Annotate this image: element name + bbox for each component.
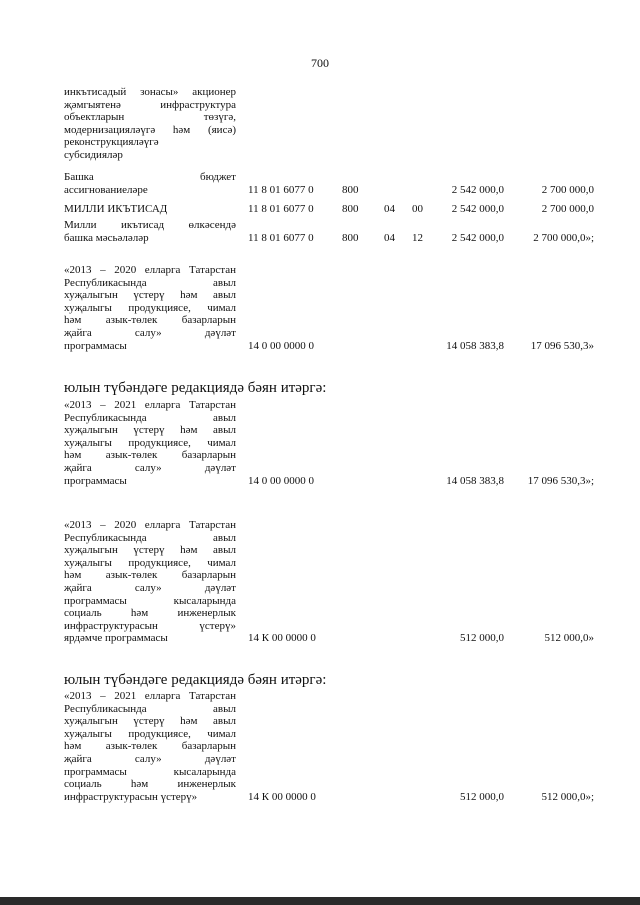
page-number: 700 xyxy=(311,56,329,70)
description-line: Республикасында авыл xyxy=(64,411,236,424)
description-line: МИЛЛИ ИКЪТИСАД xyxy=(64,203,168,215)
description-line: хуҗалыгын үстерү һәм авыл xyxy=(64,544,236,557)
row-description xyxy=(64,399,236,487)
description-line: программасы xyxy=(64,339,127,352)
description-line: җайга салу» дәүләт xyxy=(64,326,236,339)
row-section: 800 xyxy=(342,203,359,215)
scan-edge-bar xyxy=(0,897,640,905)
section-heading: юлын түбәндәге редакциядә бәян итәргә: xyxy=(64,380,327,396)
row-amount-2020: 512 000,0 xyxy=(460,632,504,645)
row-amount-2021: 2 700 000,0 xyxy=(541,203,594,215)
row-amount-2020: 14 058 383,8 xyxy=(446,339,504,352)
description-line: инфраструктурасын үстерү» xyxy=(64,790,198,803)
description-line: модернизацияләүгә һәм (яисә) xyxy=(64,123,236,136)
row-code: 14 0 00 0000 0 xyxy=(248,339,314,352)
row-amount-2021: 512 000,0» xyxy=(544,632,594,645)
description-line: «2013 – 2021 елларга Татарстан xyxy=(64,399,236,411)
row-description xyxy=(64,86,236,162)
description-line: ярдәмче программасы xyxy=(64,632,168,645)
description-line: программасы xyxy=(64,474,127,487)
description-line: хуҗалыгы продукциясе, чимал xyxy=(64,727,236,740)
description-line: инфраструктурасын үстерү» xyxy=(64,619,236,632)
row-code: 11 8 01 6077 0 xyxy=(248,231,314,244)
row-amount-2020: 2 542 000,0 xyxy=(451,183,504,196)
row-subsection: 04 xyxy=(384,231,395,244)
row-amount-2020: 2 542 000,0 xyxy=(451,203,504,215)
description-line: җәмгыятенә инфраструктура xyxy=(64,98,236,111)
row-subsection: 04 xyxy=(384,203,395,215)
description-line: Республикасында авыл xyxy=(64,702,236,715)
row-amount-2020: 512 000,0 xyxy=(460,790,504,803)
row-amount-2020: 2 542 000,0 xyxy=(451,231,504,244)
description-line: җайга салу» дәүләт xyxy=(64,581,236,594)
description-line: «2013 – 2020 елларга Татарстан xyxy=(64,264,236,276)
row-section: 800 xyxy=(342,183,359,196)
row-expense-type: 12 xyxy=(412,231,423,244)
description-line: җайга салу» дәүләт xyxy=(64,752,236,765)
description-line: инкътисадый зонасы» акционер xyxy=(64,86,236,98)
description-line: программасы кысаларында xyxy=(64,594,236,607)
row-description xyxy=(64,519,236,645)
description-line: реконструкцияләүгә xyxy=(64,136,159,149)
description-line: «2013 – 2021 елларга Татарстан xyxy=(64,690,236,702)
row-section: 800 xyxy=(342,231,359,244)
row-description xyxy=(64,690,236,803)
description-line: һәм азык-төлек базарларын xyxy=(64,449,236,462)
description-line: социаль һәм инженерлык xyxy=(64,778,236,791)
row-description xyxy=(64,264,236,352)
row-code: 14 0 00 0000 0 xyxy=(248,474,314,487)
description-line: субсидияләр xyxy=(64,148,123,161)
row-amount-2021: 17 096 530,3»; xyxy=(527,474,594,487)
row-amount-2021: 2 700 000,0»; xyxy=(533,231,594,244)
description-line: Республикасында авыл xyxy=(64,531,236,544)
description-line: һәм азык-төлек базарларын xyxy=(64,740,236,753)
description-line: хуҗалыгын үстерү һәм авыл xyxy=(64,289,236,302)
description-line: һәм азык-төлек базарларын xyxy=(64,314,236,327)
row-amount-2021: 2 700 000,0 xyxy=(541,183,594,196)
description-line: Башка бюджет xyxy=(64,171,236,183)
description-line: Республикасында авыл xyxy=(64,276,236,289)
row-amount-2021: 512 000,0»; xyxy=(541,790,594,803)
row-code: 11 8 01 6077 0 xyxy=(248,183,314,196)
row-code: 14 К 00 0000 0 xyxy=(248,790,316,803)
description-line: һәм азык-төлек базарларын xyxy=(64,569,236,582)
row-amount-2020: 14 058 383,8 xyxy=(446,474,504,487)
description-line: хуҗалыгын үстерү һәм авыл xyxy=(64,424,236,437)
description-line: Милли икътисад өлкәсендә xyxy=(64,219,236,231)
description-line: хуҗалыгын үстерү һәм авыл xyxy=(64,715,236,728)
description-line: хуҗалыгы продукциясе, чимал xyxy=(64,556,236,569)
description-line: «2013 – 2020 елларга Татарстан xyxy=(64,519,236,531)
description-line: җайга салу» дәүләт xyxy=(64,461,236,474)
description-line: объектларын төзүгә, xyxy=(64,111,236,124)
section-heading: юлын түбәндәге редакциядә бәян итәргә: xyxy=(64,672,327,688)
description-line: башка мәсьәләләр xyxy=(64,231,149,244)
description-line: хуҗалыгы продукциясе, чимал xyxy=(64,301,236,314)
description-line: социаль һәм инженерлык xyxy=(64,607,236,620)
row-amount-2021: 17 096 530,3» xyxy=(530,339,594,352)
row-description xyxy=(64,171,236,196)
row-code: 14 К 00 0000 0 xyxy=(248,632,316,645)
description-line: ассигнованиеләре xyxy=(64,183,148,196)
description-line: программасы кысаларында xyxy=(64,765,236,778)
row-expense-type: 00 xyxy=(412,203,423,215)
row-description xyxy=(64,203,236,216)
row-description xyxy=(64,219,236,244)
description-line: хуҗалыгы продукциясе, чимал xyxy=(64,436,236,449)
row-code: 11 8 01 6077 0 xyxy=(248,203,314,215)
